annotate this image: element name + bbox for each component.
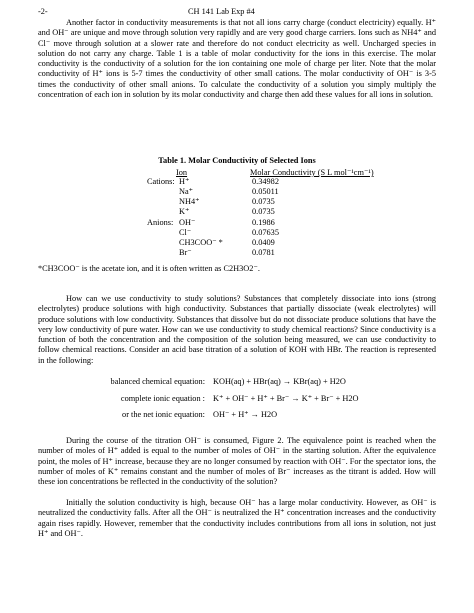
equation-text: KOH(aq) + HBr(aq) → KBr(aq) + H2O (213, 377, 346, 386)
value-cell: 0.07635 (252, 228, 279, 237)
table-title: Table 1. Molar Conductivity of Selected Ions (158, 156, 316, 165)
anions-label: Anions: (147, 218, 174, 227)
table-row (0, 197, 474, 207)
paragraph-conductivity-use (38, 294, 436, 366)
page-header-title: CH 141 Lab Exp #4 (188, 7, 255, 16)
ion-cell: NH4⁺ (179, 197, 200, 206)
equation-label: complete ionic equation : (120, 394, 205, 403)
table-row (0, 238, 474, 248)
table-row (0, 207, 474, 217)
cations-label: Cations: (147, 177, 175, 186)
equation-text: K⁺ + OH⁻ + H⁺ + Br⁻ → K⁺ + Br⁻ + H2O (213, 394, 359, 403)
ion-cell: Cl⁻ (179, 228, 192, 237)
table-row (0, 218, 474, 228)
value-cell: 0.0781 (252, 248, 275, 257)
table-header-mc-text: Molar Conductivity (S L mol⁻¹cm⁻¹) (250, 168, 374, 177)
table-row (0, 177, 474, 187)
equation-label: or the net ionic equation: (122, 410, 205, 419)
equation-row (0, 394, 474, 404)
table-row (0, 187, 474, 197)
value-cell: 0.34982 (252, 177, 279, 186)
paragraph-intro-text: Another factor in conductivity measurements is that not all ions carry charge (conduct electricity) equally. H⁺ and OH⁻ are unique and move through solution very rapidly and are very good charge carriers. Ions such as NH4⁺ and Cl⁻ move through solution at a slower rate and therefore do not conduct electricity as well. Uncharged species in solution do not carry any charge. Table 1 is a table of molar conductivity for the ions in this exercise. The molar conductivity is the conductivity of a solution for the ion containing one mole of charge per liter. Note that the molar conductivity of H⁺ ions is 5-7 times the conductivity of other small cations. The molar conductivity of OH⁻ is 3-5 times the conductivity of other small anions. To calculate the conductivity of a solution you simply multiply the concentration of each ion in solution by its molar conductivity and charge then add these values for all ions in solution. (38, 18, 436, 100)
equation-label: balanced chemical equation: (110, 377, 205, 386)
table-row (0, 228, 474, 238)
paragraph-titration-text: During the course of the titration OH⁻ is consumed, Figure 2. The equivalence point is reached when the number of moles of H⁺ added is equal to the number of moles of OH⁻ in the starting solution. After the equivalence point, the moles of H⁺ increase, because they are no longer consumed by reaction with OH⁻. For the spectator ions, the number of moles of K⁺ remains constant and the number of moles of Br⁻ increases as the titrant is added. How will these ion concentrations be reflected in the conductivity of the solution? (38, 436, 436, 487)
ion-cell: Na⁺ (179, 187, 194, 196)
ion-cell: OH⁻ (179, 218, 196, 227)
ion-cell: Br⁻ (179, 248, 192, 257)
ion-cell: H⁺ (179, 177, 190, 186)
value-cell: 0.0735 (252, 197, 275, 206)
paragraph-intro (38, 18, 436, 100)
page-number: -2- (38, 7, 48, 16)
value-cell: 0.1986 (252, 218, 275, 227)
equation-row (0, 410, 474, 420)
ion-cell: K⁺ (179, 207, 190, 216)
value-cell: 0.0735 (252, 207, 275, 216)
ion-cell: CH3COO⁻ * (179, 238, 223, 247)
table-header-ion-text: Ion (176, 168, 188, 177)
value-cell: 0.0409 (252, 238, 275, 247)
table-row (0, 248, 474, 258)
value-cell: 0.05011 (252, 187, 279, 196)
paragraph-initial-conductivity-text: Initially the solution conductivity is high, because OH⁻ has a large molar conductivity. However, as OH⁻ is neutralized the conductivity falls. After all the OH⁻ is neutralized the H⁺ concentration increases and the conductivity again rises rapidly. However, remember that the conductivity includes contributions from all ions in solution, not just H⁺ and OH⁻. (38, 498, 436, 538)
paragraph-conductivity-use-text: How can we use conductivity to study solutions? Substances that completely dissociate into ions (strong electrolytes) produce solutions with high conductivity. Substances that partially dissociate (weak electrolytes) will produce solutions with low conductivity. Substances that dissolve but do not dissociate produce solutions that have the very low conductivity of pure water. How can we use conductivity to study chemical reactions? Since conductivity is a function of both the concentration and the composition of the solution being measured, we can use conductivity to follow chemical reactions. Consider an acid base titration of a solution of KOH with HBr. The reaction is represented in the following: (38, 294, 436, 365)
paragraph-initial-conductivity (38, 498, 436, 539)
equation-text: OH⁻ + H⁺ → H2O (213, 410, 278, 419)
table-footnote: *CH3COO⁻ is the acetate ion, and it is often written as C2H3O2⁻. (38, 264, 260, 273)
paragraph-titration (38, 436, 436, 487)
equation-row (0, 377, 474, 387)
